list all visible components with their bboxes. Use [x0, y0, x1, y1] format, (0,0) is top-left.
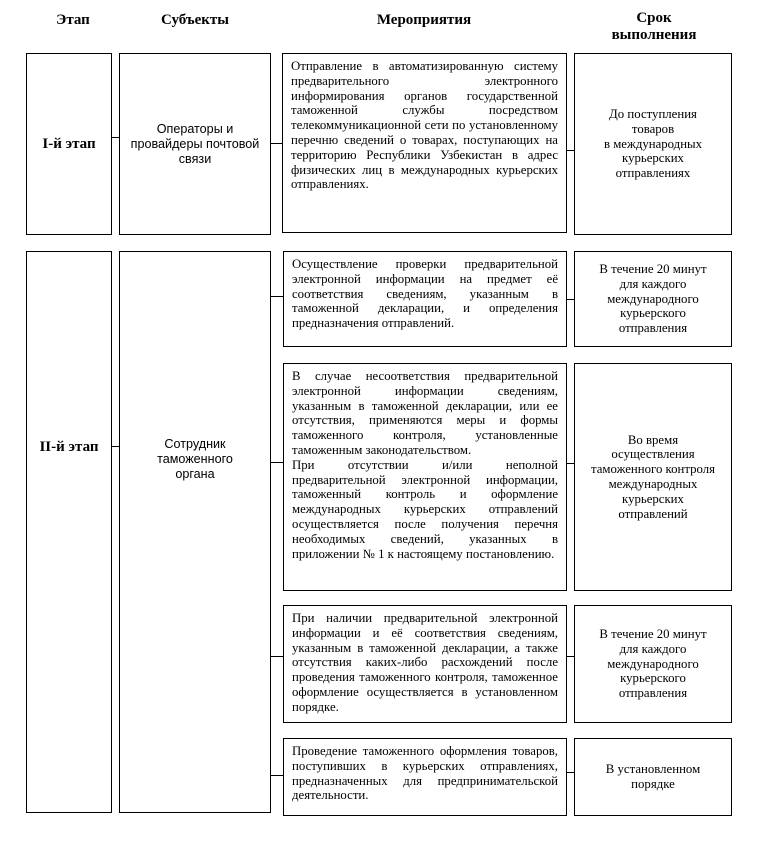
stage2-row4-term: [574, 738, 732, 816]
stage2-row4-activity: [283, 738, 567, 816]
stage2-label-text: II-й этап: [39, 438, 99, 455]
stage2-subject-line2: таможенного: [157, 452, 233, 466]
stage1-term-line3: в международных: [603, 136, 703, 151]
stage2-row2-term-line3: таможенного контроля: [590, 462, 716, 477]
stage2-row3-activity: [283, 605, 567, 723]
stage2-row3-term-line2: для каждого: [619, 641, 687, 656]
stage2-row2-activity-p2: При отсутствии и/или неполной предварительной электронной информации, таможенный контроль и оформление международных курьерских отправлений осуществляется после получения перечня необходимых сведений, указанных в приложении № 1 к настоящему постановлению.: [292, 457, 558, 561]
stage2-row3-subject-connector: [270, 656, 283, 657]
stage1-term-line5: отправлениях: [615, 166, 691, 181]
stage1-term-line1: До поступления: [609, 107, 697, 121]
stage2-row2-activity: [283, 363, 567, 591]
stage2-row2-term-line6: отправлений: [618, 506, 688, 521]
stage2-row1-term-line4: курьерского: [620, 306, 686, 321]
stage1-label: [26, 53, 112, 235]
stage1-subject: [119, 53, 271, 235]
stage2-row1-term-line1: В течение 20 минут: [599, 262, 707, 276]
header-subjects: Субъекты: [160, 12, 229, 28]
stage2-row1-subject-connector: [270, 296, 283, 297]
stage2-row2-term-line1: Во время: [627, 432, 679, 447]
header-activities: Мероприятия: [376, 12, 472, 28]
stage1-term-line4: курьерских: [622, 151, 684, 166]
stage2-row4-term-line2: порядке: [631, 777, 675, 791]
stage1-label-text: I-й этап: [42, 135, 96, 152]
stage2-row3-term-line3: международного: [607, 656, 699, 671]
stage2-row2-activity-p1: В случае несоответствия предварительной электронной информации сведениям, указанным в таможенной декларации, или ее отсутствия, применяются меры и формы таможенного контроля, установленные таможенным законодательством.: [292, 369, 558, 457]
stage1-subject-line1: Операторы и: [156, 121, 234, 136]
stage2-row1-term-line3: международного: [607, 291, 699, 306]
stage1-activity-text: Отправление в автоматизированную систему предварительного электронного информирования органов государственной таможенной службы посредством телекоммуникационной сети по установленному перечню сведений о товарах, поступающих на территорию Республики Узбекистан в адрес физических лиц в международных курьерских отправлениях.: [291, 59, 558, 192]
stage2-row1-term-line5: отправления: [618, 321, 688, 336]
stage2-subject: [119, 251, 271, 813]
stage1-activity: [282, 53, 567, 233]
stage2-row4-activity-text: Проведение таможенного оформления товаров, поступивших в курьерских отправлениях, предназначенных для предпринимательской деятельности.: [292, 744, 558, 803]
stage1-term: [574, 53, 732, 235]
stage1-subject-line3: связи: [178, 151, 212, 166]
stage1-subject-line2: провайдеры почтовой: [130, 136, 260, 151]
stage2-subject-line1: Сотрудник: [164, 437, 226, 451]
header-deadline: [576, 10, 732, 44]
stage2-subject-line3: органа: [175, 467, 215, 481]
header-deadline-line1: Срок: [636, 10, 672, 26]
stage2-row1-activity: [283, 251, 567, 347]
stage2-row1-term-line2: для каждого: [619, 276, 687, 291]
stage2-row3-term: [574, 605, 732, 723]
stage2-row1-activity-text: Осуществление проверки предварительной электронной информации на предмет её соответствия сведениям, указанным в таможенной декларации, и определения предназначения отправлений.: [292, 257, 558, 331]
stage2-row4-subject-connector: [270, 775, 283, 776]
stage2-row4-term-line1: В установленном: [605, 762, 701, 777]
stage2-row2-term-line5: курьерских: [622, 491, 684, 506]
stage2-row1-term: [574, 251, 732, 347]
stage2-row3-term-line4: курьерского: [620, 671, 686, 686]
stage2-row3-activity-text: При наличии предварительной электронной информации и её соответствия сведениям, указанным в таможенной декларации, а также отсутствия каких-либо расхождений после проведения таможенного контроля, таможенное оформление осуществляется в установленном порядке.: [292, 611, 558, 714]
stage2-label: [26, 251, 112, 813]
stage1-term-line2: товаров: [631, 121, 675, 136]
stage2-row3-term-line5: отправления: [618, 686, 688, 701]
stage2-row2-term: [574, 363, 732, 591]
header-deadline-line2: выполнения: [611, 27, 697, 43]
stage2-row2-term-line4: международных: [608, 477, 698, 491]
stage2-row2-subject-connector: [270, 462, 283, 463]
stage2-row3-term-line1: В течение 20 минут: [599, 627, 707, 641]
header-stage: Этап: [56, 12, 90, 28]
stage2-row2-term-line2: осуществления: [611, 447, 695, 462]
